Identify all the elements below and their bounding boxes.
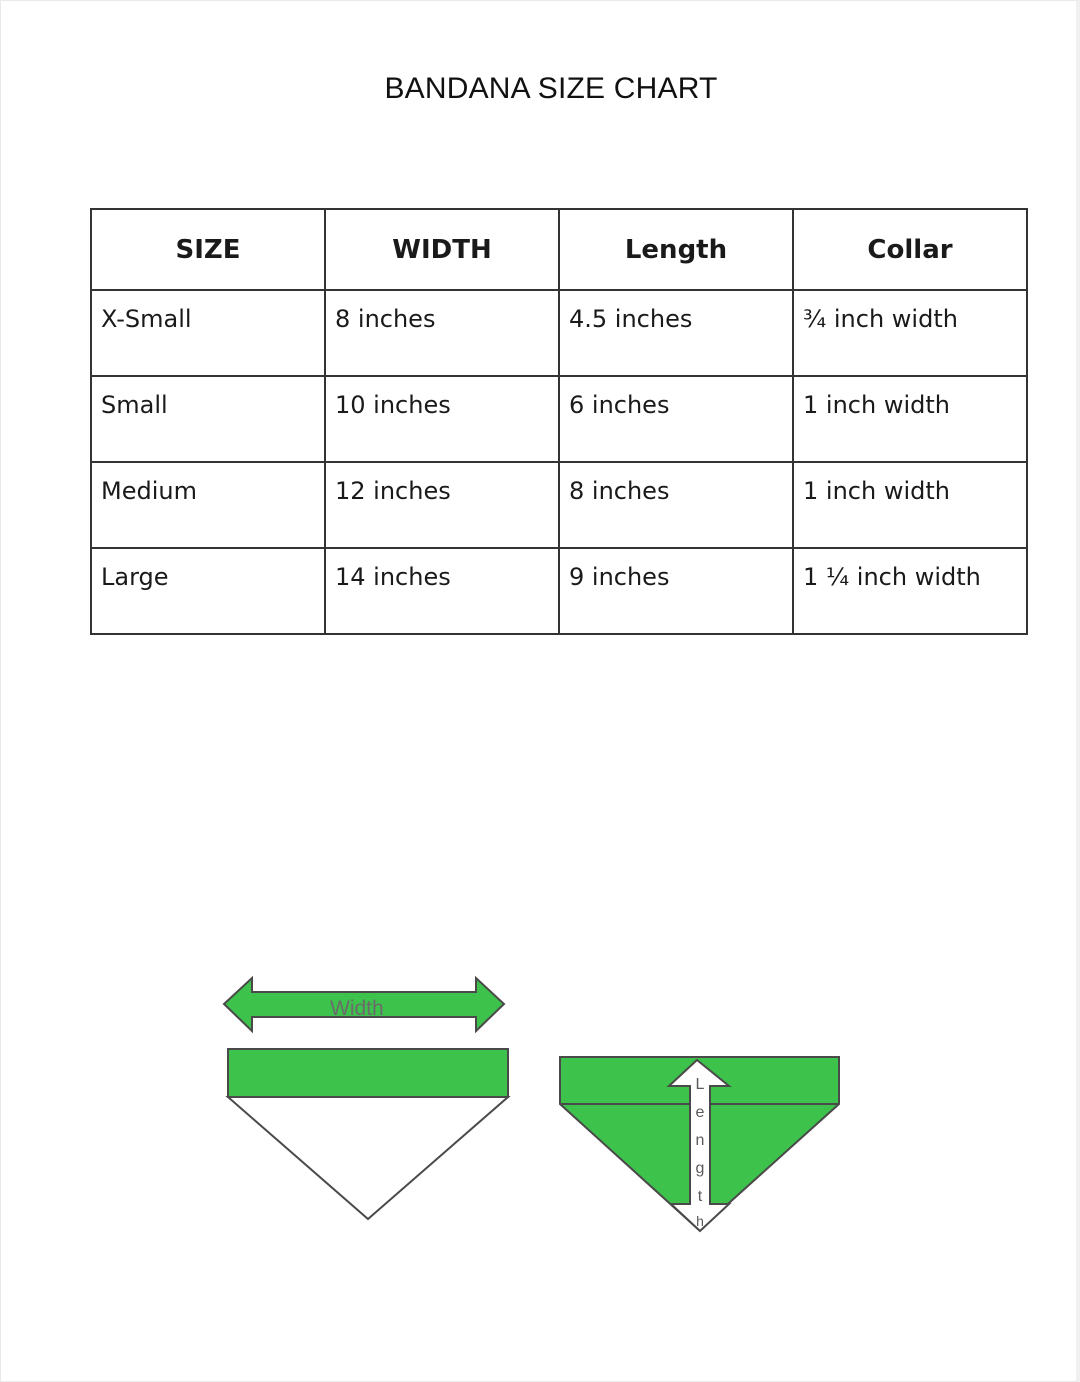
left-bandana-collar-band [228, 1049, 508, 1097]
cell-length: 8 inches [559, 462, 793, 548]
column-header-width: WIDTH [325, 209, 559, 290]
length-letter: n [695, 1132, 705, 1149]
cell-size: Small [91, 376, 325, 462]
cell-width: 10 inches [325, 376, 559, 462]
column-header-collar: Collar [793, 209, 1027, 290]
cell-collar: 1 inch width [793, 462, 1027, 548]
cell-size: Large [91, 548, 325, 634]
cell-collar: ¾ inch width [793, 290, 1027, 376]
left-bandana-triangle [228, 1097, 508, 1219]
length-letter: t [697, 1188, 703, 1205]
length-letter: h [696, 1213, 704, 1229]
column-header-length: Length [559, 209, 793, 290]
cell-width: 12 inches [325, 462, 559, 548]
cell-length: 6 inches [559, 376, 793, 462]
length-letter: g [695, 1160, 705, 1177]
table-row [91, 548, 1027, 634]
length-letter: L [695, 1076, 705, 1093]
length-letter: e [695, 1104, 705, 1121]
table-row [91, 290, 1027, 376]
page-title: BANDANA SIZE CHART [384, 72, 718, 105]
bandana-diagram-svg [0, 960, 1080, 1260]
cell-size: X-Small [91, 290, 325, 376]
table-header-row [91, 209, 1027, 290]
cell-length: 4.5 inches [559, 290, 793, 376]
table-row [91, 462, 1027, 548]
cell-width: 14 inches [325, 548, 559, 634]
column-header-size: SIZE [91, 209, 325, 290]
bandana-diagram [0, 960, 1080, 1260]
cell-size: Medium [91, 462, 325, 548]
cell-width: 8 inches [325, 290, 559, 376]
cell-collar: 1 ¼ inch width [793, 548, 1027, 634]
cell-collar: 1 inch width [793, 376, 1027, 462]
table-row [91, 376, 1027, 462]
size-table [90, 208, 1028, 635]
cell-length: 9 inches [559, 548, 793, 634]
width-arrow-label: Width [330, 997, 384, 1020]
